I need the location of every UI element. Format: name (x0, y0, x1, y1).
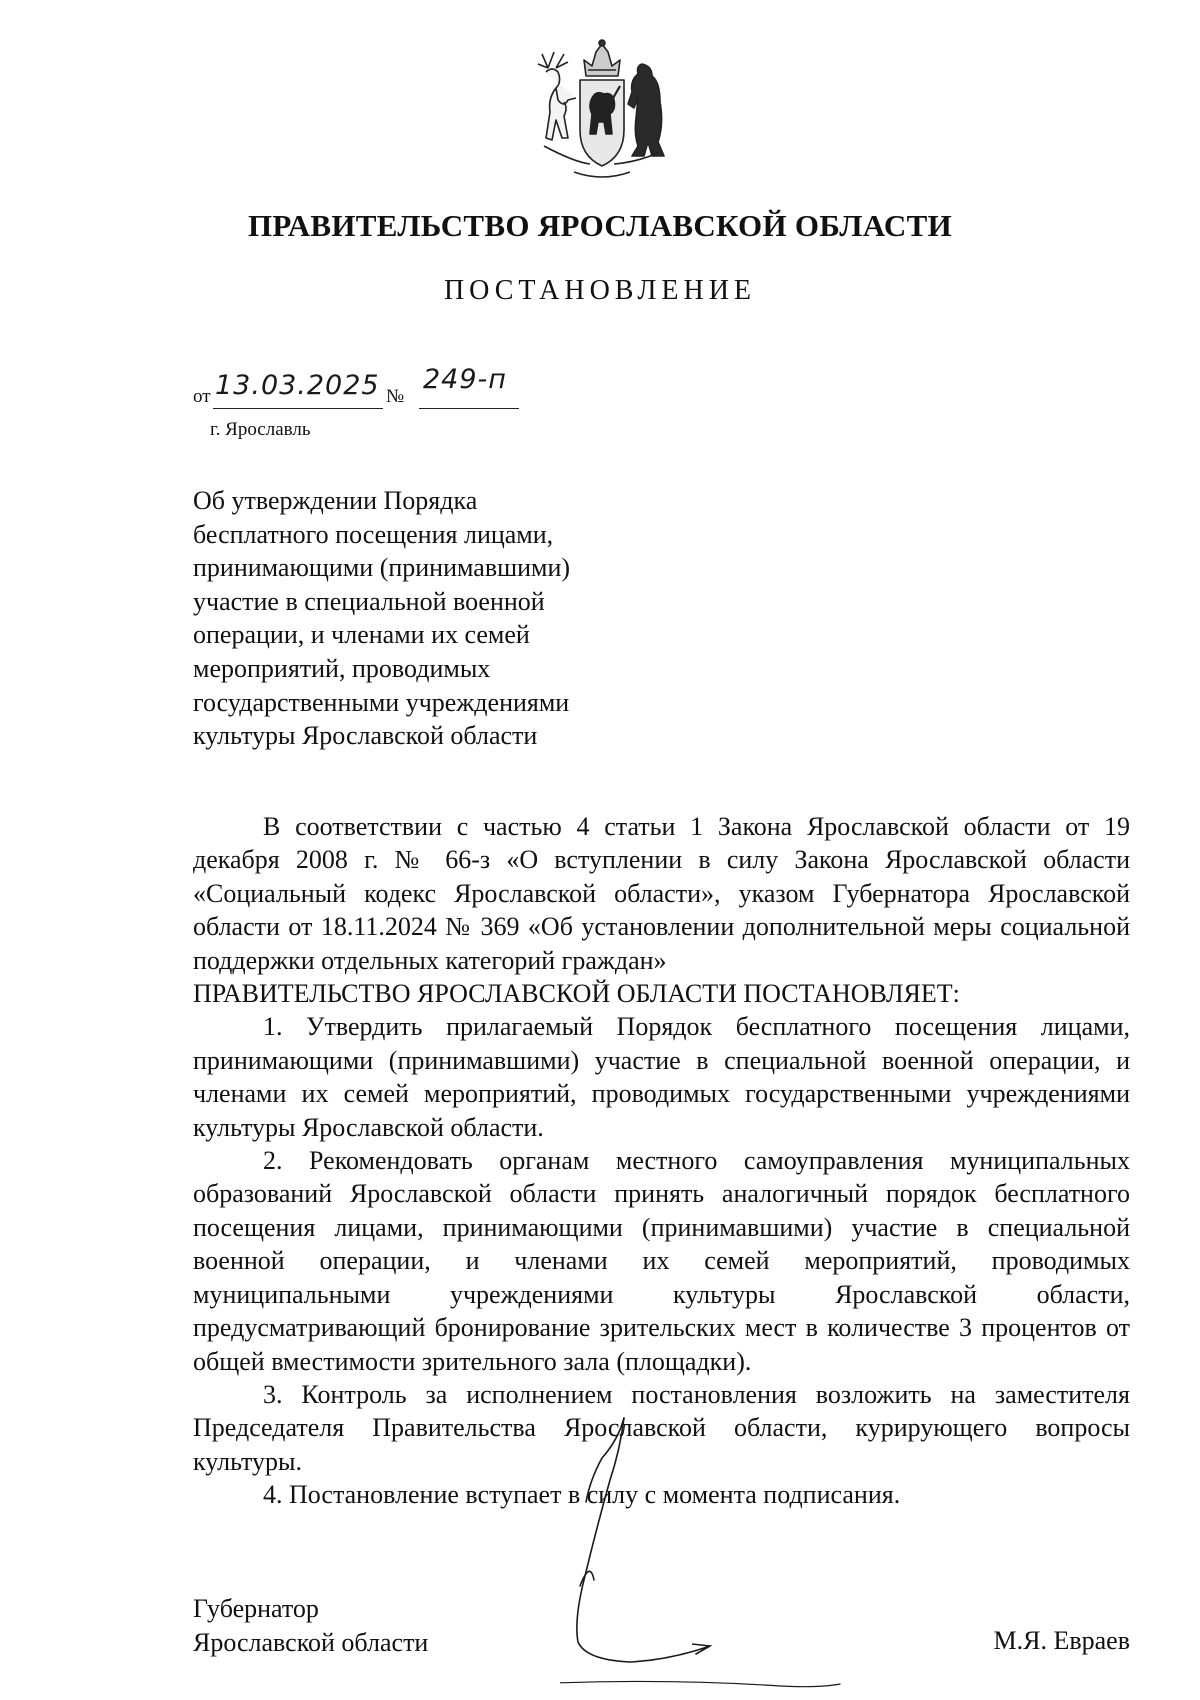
date-underline (213, 408, 383, 409)
signatory-position-line: Губернатор (193, 1594, 319, 1623)
date-prefix: от (193, 386, 211, 407)
signatory-position (193, 1592, 428, 1660)
item-paragraph-1: 1. Утвердить прилагаемый Порядок бесплатного посещения лицами, принимающими (принимавшими) участие в специальной военной операции, и членами их семей мероприятий, проводимых государственными учреждениями культуры Ярославской области. (193, 1012, 1130, 1142)
document-type: ПОСТАНОВЛЕНИЕ (443, 275, 757, 306)
registration-block (193, 364, 613, 416)
subject-line: государственными учреждениями (193, 687, 570, 717)
city: г. Ярославль (210, 419, 311, 440)
organization-title: ПРАВИТЕЛЬСТВО ЯРОСЛАВСКОЙ ОБЛАСТИ (248, 208, 952, 243)
signatory-name: М.Я. Евраев (993, 1626, 1130, 1655)
subject-line: участие в специальной военной (193, 586, 545, 616)
subject-line: Об утверждении Порядка (193, 486, 478, 515)
handwritten-signature (560, 1410, 920, 1700)
document-date: 13.03.2025 (215, 370, 380, 401)
item-paragraph-4: 4. Постановление вступает в силу с момента подписания. (263, 1480, 901, 1510)
subject-line: принимающими (принимавшими) (193, 553, 571, 583)
signatory-position-line: Ярославской области (193, 1628, 429, 1657)
subject-line: операции, и членами их семей (193, 620, 530, 650)
subject-line: мероприятий, проводимых (193, 653, 491, 683)
number-prefix: № (386, 386, 405, 407)
number-underline (419, 408, 519, 409)
document-subject (193, 484, 633, 753)
document-number: 249-п (423, 364, 507, 395)
item-paragraph-3: 3. Контроль за исполнением постановления возложить на заместителя Председателя Правительства Ярославской области, курирующего вопросы культуры. (193, 1379, 1130, 1476)
document-body (193, 810, 1130, 1512)
subject-line: культуры Ярославской области (193, 721, 538, 751)
resolution-heading: ПРАВИТЕЛЬСТВО ЯРОСЛАВСКОЙ ОБЛАСТИ ПОСТАНОВЛЯЕТ: (193, 979, 960, 1009)
item-paragraph-2: 2. Рекомендовать органам местного самоуправления муниципальных образований Ярославской области принять аналогичный порядок бесплатного посещения лицами, принимающими (принимавшими) участие в специальной военной операции, и членами их семей мероприятий, проводимых муниципальными учреждениями культуры Ярославской области, предусматривающий бронирование зрительских мест в количестве 3 процентов от общей вместимости зрительного зала (площадки). (193, 1146, 1130, 1376)
preamble-paragraph: В соответствии с частью 4 статьи 1 Закона Ярославской области от 19 декабря 2008 г. № 66-з «О вступлении в силу Закона Ярославской области «Социальный кодекс Ярославской области», указом Губернатора Ярославской области от 18.11.2024 № 369 «Об установлении дополнительной меры социальной поддержки отдельных категорий граждан» (193, 812, 1130, 975)
coat-of-arms-emblem (534, 38, 670, 186)
subject-line: бесплатного посещения лицами, (193, 519, 554, 549)
